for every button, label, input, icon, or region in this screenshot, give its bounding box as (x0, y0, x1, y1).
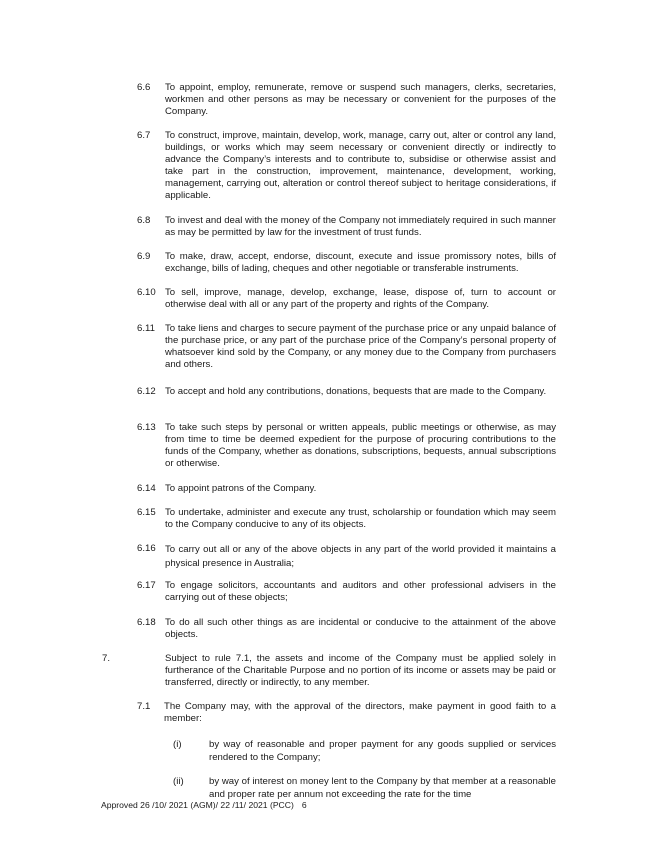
clause-6-14 (137, 483, 556, 495)
list-item-ii (173, 775, 556, 801)
clause-number: 6.6 (137, 82, 151, 93)
clause-6-7 (137, 130, 556, 202)
clause-number: 6.18 (137, 617, 156, 628)
clause-6-16 (137, 543, 556, 571)
clause-6-9 (137, 251, 556, 275)
approval-dates: Approved 26 /10/ 2021 (AGM)/ 22 /11/ 2021 (PCC) (101, 800, 294, 810)
clause-text: To take such steps by personal or written appeals, public meetings or otherwise, as may from time to time be deemed expedient for the purpose of procuring contributions to the funds of the Company, whether as donations, subscriptions, bequests, annual subscriptions or otherwise. (165, 422, 556, 469)
clause-text: To take liens and charges to secure payment of the purchase price or any unpaid balance of the purchase price, or any part of the purchase price of the Company’s personal property of whatsoever kind sold by the Company, or any money due to the Company from purchasers and others. (165, 323, 556, 370)
rule-7-1 (137, 701, 556, 725)
clause-6-11 (137, 323, 556, 371)
clause-text: To carry out all or any of the above objects in any part of the world provided it maintains a physical presence in Australia; (165, 544, 556, 569)
clause-text: To accept and hold any contributions, donations, bequests that are made to the Company. (165, 386, 547, 397)
clause-6-15 (137, 507, 556, 531)
clause-text: To appoint patrons of the Company. (165, 483, 317, 494)
list-item-i (173, 738, 556, 764)
clause-number: 6.17 (137, 580, 156, 591)
clause-6-18 (137, 617, 556, 641)
clause-6-6 (137, 82, 556, 118)
clause-text: To sell, improve, manage, develop, exchange, lease, dispose of, turn to account or otherwise deal with all or any part of the property and rights of the Company. (165, 287, 556, 310)
clause-6-12 (137, 386, 556, 398)
page-number: 6 (301, 800, 307, 810)
item-text: by way of reasonable and proper payment for any goods supplied or services rendered to the Company; (209, 739, 556, 763)
clause-number: 6.7 (137, 130, 151, 141)
rule-text: The Company may, with the approval of the directors, make payment in good faith to a member: (164, 701, 556, 724)
clause-number: 6.13 (137, 422, 156, 433)
clause-text: To construct, improve, maintain, develop, work, manage, carry out, alter or control any land, buildings, or works which may seem necessary or convenient directly or indirectly to advance the Company’s interests and to contribute to, subsidise or otherwise assist and take part in the construction, improvement, maintenance, development, working, management, carrying out, alteration or control thereof subject to heritage considerations, if applicable. (165, 130, 556, 201)
item-text: by way of interest on money lent to the Company by that member at a reasonable and proper rate per annum not exceeding the rate for the time (209, 776, 556, 800)
clause-number: 6.15 (137, 507, 156, 518)
clause-6-13 (137, 422, 556, 470)
clause-number: 6.8 (137, 215, 151, 226)
page-footer (101, 800, 307, 811)
clause-6-10 (137, 287, 556, 311)
clause-text: To appoint, employ, remunerate, remove or suspend such managers, clerks, secretaries, workmen and other persons as may be necessary or convenient for the purposes of the Company. (165, 82, 556, 117)
clause-text: To do all such other things as are incidental or conducive to the attainment of the above objects. (165, 617, 556, 640)
clause-6-8 (137, 215, 556, 239)
clause-6-17 (137, 580, 556, 604)
clause-number: 6.10 (137, 287, 156, 298)
rule-number: 7. (102, 653, 111, 664)
clause-text: To engage solicitors, accountants and auditors and other professional advisers in the carrying out of these objects; (165, 580, 556, 603)
rule-number: 7.1 (137, 701, 151, 712)
clause-number: 6.14 (137, 483, 156, 494)
clause-number: 6.12 (137, 386, 156, 397)
clause-text: To undertake, administer and execute any trust, scholarship or foundation which may seem to the Company conducive to any of its objects. (165, 507, 556, 530)
clause-number: 6.11 (137, 323, 155, 334)
clause-number: 6.9 (137, 251, 151, 262)
rule-text: Subject to rule 7.1, the assets and income of the Company must be applied solely in furtherance of the Charitable Purpose and no portion of its income or assets may be paid or transferred, directly or indirectly, to any member. (165, 653, 556, 688)
clause-text: To invest and deal with the money of the Company not immediately required in such manner as may be permitted by law for the investment of trust funds. (165, 215, 556, 238)
item-number: (i) (173, 739, 182, 750)
rule-7 (102, 653, 556, 689)
clause-text: To make, draw, accept, endorse, discount, execute and issue promissory notes, bills of exchange, bills of lading, cheques and other negotiable or transferable instruments. (165, 251, 556, 274)
item-number: (ii) (173, 776, 184, 787)
clause-number: 6.16 (137, 543, 156, 554)
